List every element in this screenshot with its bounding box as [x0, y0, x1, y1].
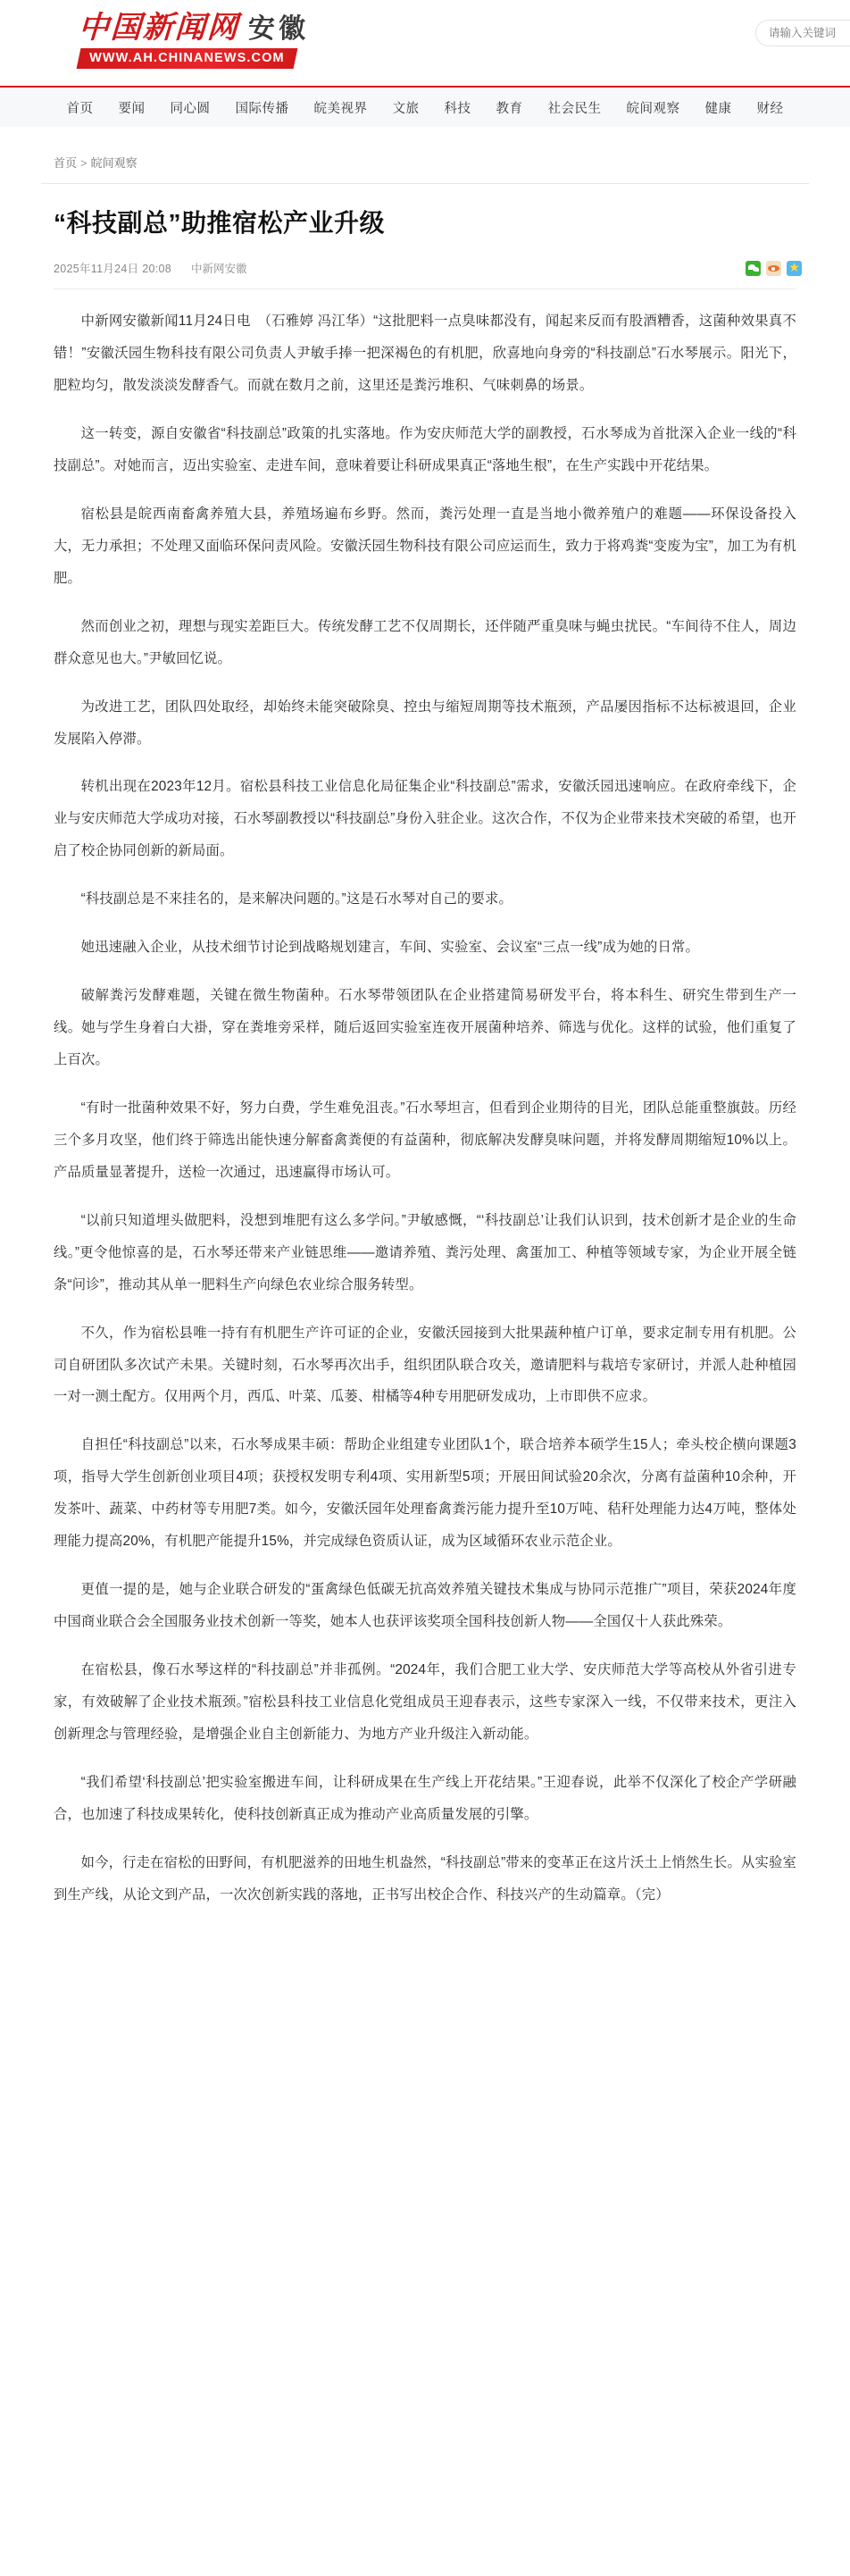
article-paragraph: 她迅速融入企业，从技术细节讨论到战略规划建言，车间、实验室、会议室“三点一线”成为她的日常。	[80, 940, 700, 956]
nav-item-technology[interactable]: 科技	[444, 101, 471, 116]
article-paragraph: 中新网安徽新闻11月24日电 （石雅婷 冯江华）“这批肥料一点臭味都没有，闻起来反而有股酒糟香，这菌种效果真不错！”安徽沃园生物科技有限公司负责人尹敏手捧一把深褐色的有机肥，欣喜地向身旁的“科技副总”石水琴展示。阳光下，肥粒均匀，散发淡淡发酵香气。而就在数月之前，这里还是粪污堆积、气味刺鼻的场景。	[54, 314, 796, 394]
share-buttons	[746, 261, 809, 276]
logo-province-text: 安徽	[248, 13, 309, 45]
breadcrumb-home[interactable]: 首页	[54, 156, 78, 170]
logo-url-banner	[77, 48, 297, 69]
article-body	[54, 305, 796, 1911]
breadcrumb-current[interactable]: 皖间观察	[90, 156, 138, 170]
weibo-share-icon[interactable]	[766, 261, 781, 276]
page-title: “科技副总”助推宿松产业升级	[54, 209, 386, 237]
article-paragraph: 宿松县是皖西南畜禽养殖大县，养殖场遍布乡野。然而，粪污处理一直是当地小微养殖户的难题——环保设备投入大，无力承担；不处理又面临环保问责风险。安徽沃园生物科技有限公司应运而生，致力于将鸡粪“变废为宝”，加工为有机肥。	[54, 506, 796, 586]
article-paragraph: 在宿松县，像石水琴这样的“科技副总”并非孤例。“2024年，我们合肥工业大学、安庆师范大学等高校从外省引进专家，有效破解了企业技术瓶颈。”宿松县科技工业信息化党组成员王迎春表示，这些专家深入一线，不仅带来技术，更注入创新理念与管理经验，是增强企业自主创新能力、为地方产业升级注入新动能。	[54, 1662, 796, 1742]
nav-item-wanjian-obs[interactable]: 皖间观察	[626, 101, 680, 116]
logo-text-row	[77, 10, 346, 46]
article-paragraph: 如今，行走在宿松的田野间，有机肥滋养的田地生机盎然，“科技副总”带来的变革正在这片沃土上悄然生长。从实验室到生产线，从论文到产品，一次次创新实践的落地，正书写出校企合作、科技兴产的生动篇章。（完）	[54, 1854, 796, 1903]
article-paragraph: 破解粪污发酵难题，关键在微生物菌种。石水琴带领团队在企业搭建简易研发平台，将本科生、研究生带到生产一线。她与学生身着白大褂，穿在粪堆旁采样，随后返回实验室连夜开展菌种培养、筛选与优化。这样的试验，他们重复了上百次。	[54, 988, 796, 1067]
qzone-share-icon[interactable]	[787, 261, 802, 276]
article-paragraph: “以前只知道埋头做肥料，没想到堆肥有这么多学问。”尹敏感慨，“‘科技副总’让我们认识到，技术创新才是企业的生命线。”更令他惊喜的是，石水琴还带来产业链思维——邀请养殖、粪污处理、禽蛋加工、种植等领域专家，为企业开展全链条“问诊”，推动其从单一肥料生产向绿色农业综合服务转型。	[54, 1212, 796, 1292]
breadcrumb-divider	[41, 183, 809, 184]
article-paragraph: “科技副总是不来挂名的，是来解决问题的。”这是石水琴对自己的要求。	[80, 891, 512, 907]
nav-item-culture-tour[interactable]: 文旅	[392, 101, 420, 116]
article-timestamp: 2025年11月24日 20:08	[54, 263, 172, 276]
nav-item-top-news[interactable]: 要闻	[118, 101, 146, 116]
article-paragraph: 这一转变，源自安徽省“科技副总”政策的扎实落地。作为安庆师范大学的副教授，石水琴成为首批深入企业一线的“科技副总”。对她而言，迈出实验室、走进车间，意味着要让科研成果真正“落地生根”，在生产实践中开花结果。	[54, 426, 796, 473]
wechat-share-icon[interactable]	[746, 261, 761, 276]
nav-item-finance[interactable]: 财经	[756, 101, 784, 116]
article-meta	[54, 258, 809, 278]
article-paragraph: 转机出现在2023年12月。宿松县科技工业信息化局征集企业“科技副总”需求，安徽沃园迅速响应。在政府牵线下，企业与安庆师范大学成功对接，石水琴副教授以“科技副总”身份入驻企业。这次合作，不仅为企业带来技术突破的希望，也开启了校企协同创新的新局面。	[54, 779, 796, 859]
nav-item-intl-comm[interactable]: 国际传播	[235, 101, 289, 116]
breadcrumb-separator: >	[80, 156, 88, 170]
nav-item-health[interactable]: 健康	[704, 101, 732, 116]
nav-item-education[interactable]: 教育	[496, 101, 523, 116]
logo-main-text: 中国新闻网	[77, 10, 241, 46]
article-paragraph: “有时一批菌种效果不好，努力白费，学生难免沮丧。”石水琴坦言，但看到企业期待的目光，团队总能重整旗鼓。历经三个多月攻坚，他们终于筛选出能快速分解畜禽粪便的有益菌种，彻底解决发酵臭味问题，并将发酵周期缩短10%以上。产品质量显著提升，送检一次通过，迅速赢得市场认可。	[54, 1100, 796, 1180]
article-source: 中新网安徽	[191, 263, 247, 276]
article-paragraph: 不久，作为宿松县唯一持有有机肥生产许可证的企业，安徽沃园接到大批果蔬种植户订单，要求定制专用有机肥。公司自研团队多次试产未果。关键时刻，石水琴再次出手，组织团队联合攻关，邀请肥料与栽培专家研讨，并派人赴种植园一对一测土配方。仅用两个月，西瓜、叶菜、瓜蒌、柑橘等4种专用肥研发成功，上市即供不应求。	[54, 1325, 796, 1405]
search-box[interactable]	[755, 20, 850, 46]
nav-item-home[interactable]: 首页	[66, 101, 94, 116]
site-header	[0, 0, 850, 86]
main-navigation	[0, 86, 850, 127]
article-paragraph: 为改进工艺，团队四处取经，却始终未能突破除臭、控虫与缩短周期等技术瓶颈，产品屡因指标不达标被退回，企业发展陷入停滞。	[54, 698, 796, 747]
article-paragraph: 自担任“科技副总”以来，石水琴成果丰硕：帮助企业组建专业团队1个，联合培养本硕学生15人；牵头校企横向课题3项，指导大学生创新创业项目4项；获授权发明专利4项、实用新型5项；开展田间试验20余次，分离有益菌种10余种，开发茶叶、蔬菜、中药材等专用肥7类。如今，安徽沃园年处理畜禽粪污能力提升至10万吨、秸秆处理能力达4万吨，整体处理能力提高20%，有机肥产能提升15%，并完成绿色资质认证，成为区域循环农业示范企业。	[54, 1437, 796, 1550]
page-content	[32, 127, 818, 1911]
search-input[interactable]	[767, 26, 850, 40]
nav-item-tongxinyuan[interactable]: 同心圆	[170, 101, 211, 116]
nav-item-society[interactable]: 社会民生	[547, 101, 602, 116]
article-paragraph: “我们希望‘科技副总’把实验室搬进车间，让科研成果在生产线上开花结果。”王迎春说，此举不仅深化了校企产学研融合，也加速了科技成果转化，使科技创新真正成为推动产业高质量发展的引擎。	[54, 1774, 796, 1822]
logo-url-text: WWW.AH.CHINANEWS.COM	[89, 51, 285, 65]
article-paragraph: 然而创业之初，理想与现实差距巨大。传统发酵工艺不仅周期长，还伴随严重臭味与蝇虫扰民。“车间待不住人，周边群众意见也大。”尹敏回忆说。	[54, 618, 796, 666]
article-paragraph: 更值一提的是，她与企业联合研发的“蛋禽绿色低碳无抗高效养殖关键技术集成与协同示范推广”项目，荣获2024年度中国商业联合会全国服务业技术创新一等奖，她本人也获评该奖项全国科技创新人物——全国仅十人获此殊荣。	[54, 1582, 796, 1630]
breadcrumb	[41, 127, 809, 176]
site-logo[interactable]	[77, 10, 346, 69]
nav-item-wanmei-view[interactable]: 皖美视界	[313, 101, 368, 116]
nav-items-container	[0, 88, 850, 127]
